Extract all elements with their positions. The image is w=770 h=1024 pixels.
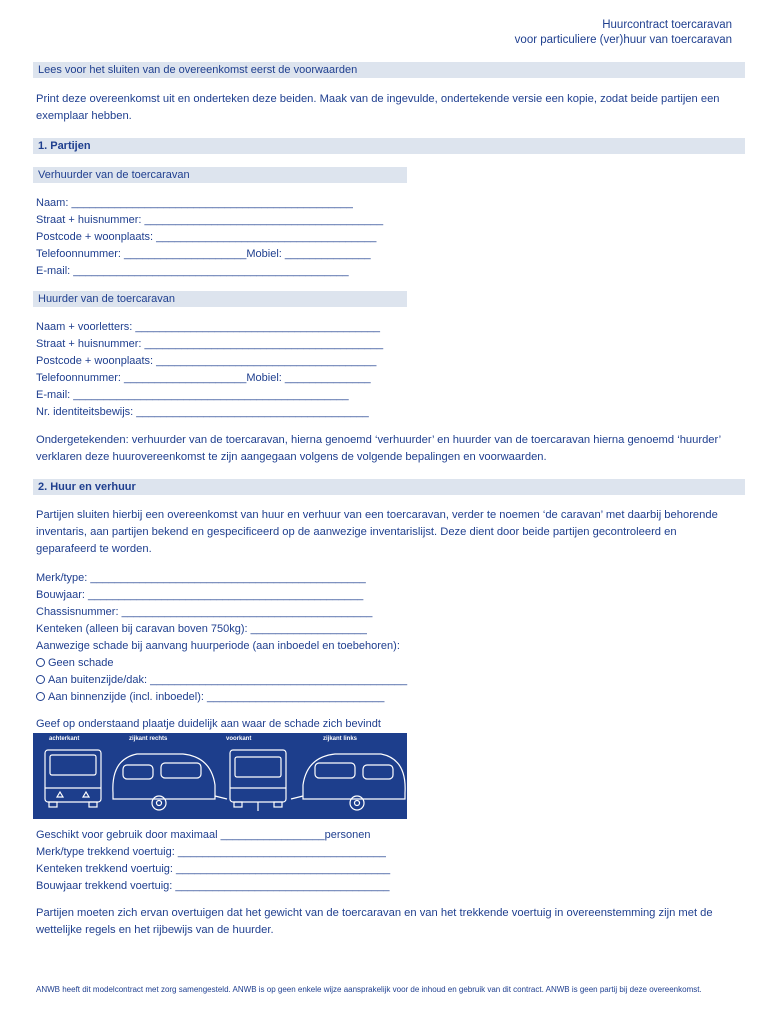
- radio-circle-icon[interactable]: [36, 692, 45, 701]
- chassisnummer-field[interactable]: Chassisnummer: _________________________________________: [36, 606, 373, 618]
- parties-statement: Ondergetekenden: verhuurder van de toercaravan, hierna genoemd ‘verhuurder’ en huurder van de toercaravan hierna genoemd ‘huurder’ verklaren deze huurovereenkomst te zijn aangegaan volgens de volgende bepalingen en voorwaarden.: [36, 434, 721, 463]
- verhuurder-naam-field[interactable]: Naam: ______________________________________________: [36, 197, 353, 209]
- radio-circle-icon[interactable]: [36, 658, 45, 667]
- option-binnenzijde[interactable]: [36, 689, 384, 706]
- bouwjaar-field[interactable]: Bouwjaar: _____________________________________________: [36, 589, 364, 601]
- huurder-email-field[interactable]: E-mail: _____________________________________________: [36, 389, 349, 401]
- verhuurder-telefoon-field[interactable]: Telefoonnummer: ____________________Mobiel: ______________: [36, 248, 371, 260]
- section-2-title: 2. Huur en verhuur: [38, 481, 136, 493]
- caravan-rear-icon: [45, 750, 101, 807]
- huurder-band: Huurder van de toercaravan: [33, 291, 407, 307]
- diagram-label-zijkant-links: zijkant links: [323, 736, 358, 742]
- trekkend-bouwjaar-field[interactable]: Bouwjaar trekkend voertuig: ___________________________________: [36, 880, 390, 892]
- merk-type-field[interactable]: Merk/type: _____________________________________________: [36, 572, 366, 584]
- schade-label: Aanwezige schade bij aanvang huurperiode (aan inboedel en toebehoren):: [36, 640, 400, 652]
- intro-band: Lees voor het sluiten van de overeenkomst eerst de voorwaarden: [33, 62, 745, 78]
- radio-circle-icon[interactable]: [36, 675, 45, 684]
- huurder-postcode-field[interactable]: Postcode + woonplaats: ____________________________________: [36, 355, 377, 367]
- diagram-label-voorkant: voorkant: [226, 736, 252, 742]
- diagram-label-achterkant: achterkant: [49, 736, 80, 742]
- huurder-telefoon-field[interactable]: Telefoonnummer: ____________________Mobiel: ______________: [36, 372, 371, 384]
- verhuurder-postcode-field[interactable]: Postcode + woonplaats: ____________________________________: [36, 231, 377, 243]
- caravan-side-right-icon: [113, 754, 227, 810]
- document-subtitle: voor particuliere (ver)huur van toercaravan: [514, 34, 732, 46]
- caravan-side-left-icon: [291, 754, 405, 810]
- huurder-naam-field[interactable]: Naam + voorletters: ________________________________________: [36, 321, 381, 333]
- intro-text: Print deze overeenkomst uit en onderteken deze beiden. Maak van de ingevulde, ondertekende versie een kopie, zodat beide partijen een exemplaar hebben.: [36, 93, 720, 122]
- verhuurder-straat-field[interactable]: Straat + huisnummer: _______________________________________: [36, 214, 384, 226]
- verhuurder-email-field[interactable]: E-mail: _____________________________________________: [36, 265, 349, 277]
- section-1-heading: [33, 138, 745, 154]
- option-buitenzijde[interactable]: [36, 672, 407, 689]
- huurder-id-field[interactable]: Nr. identiteitsbewijs: ______________________________________: [36, 406, 369, 418]
- huurder-straat-field[interactable]: Straat + huisnummer: _______________________________________: [36, 338, 384, 350]
- kenteken-field[interactable]: Kenteken (alleen bij caravan boven 750kg): ___________________: [36, 623, 367, 635]
- caravan-drawings: [33, 733, 407, 819]
- diagram-label-zijkant-rechts: zijkant rechts: [129, 736, 168, 742]
- section-2-heading: [33, 479, 745, 495]
- verhuurder-band: Verhuurder van de toercaravan: [33, 167, 407, 183]
- option-label: Geen schade: [48, 657, 114, 669]
- trekkend-merk-field[interactable]: Merk/type trekkend voertuig: __________________________________: [36, 846, 386, 858]
- option-label: Aan binnenzijde (incl. inboedel): _____________________________: [48, 691, 385, 703]
- caravan-damage-diagram[interactable]: [33, 733, 407, 819]
- footer-disclaimer: ANWB heeft dit modelcontract met zorg samengesteld. ANWB is op geen enkele wijze aansprakelijk voor de inhoud en gebruik van dit contract. ANWB is geen partij bij deze overeenkomst.: [36, 985, 702, 994]
- option-geen-schade[interactable]: [36, 655, 113, 672]
- document-title: Huurcontract toercaravan: [602, 19, 732, 31]
- closing-text: Partijen moeten zich ervan overtuigen dat het gewicht van de toercaravan en van het trekkende voertuig in overeenstemming zijn met de wettelijke regels en het rijbewijs van de huurder.: [36, 907, 713, 936]
- diagram-caption: Geef op onderstaand plaatje duidelijk aan waar de schade zich bevindt: [36, 718, 381, 730]
- option-label: Aan buitenzijde/dak: __________________________________________: [48, 674, 408, 686]
- max-personen-field[interactable]: Geschikt voor gebruik door maximaal _________________personen: [36, 829, 371, 841]
- section-1-title: 1. Partijen: [38, 140, 91, 152]
- huur-text: Partijen sluiten hierbij een overeenkomst van huur en verhuur van een toercaravan, verder te noemen ‘de caravan’ met daarbij behorende inventaris, aan partijen bekend en gespecificeerd op de aanwezige inventarislijst. Deze dient door beide partijen gecontroleerd en geparafeerd te worden.: [36, 509, 718, 555]
- caravan-front-icon: [230, 750, 286, 811]
- trekkend-kenteken-field[interactable]: Kenteken trekkend voertuig: ___________________________________: [36, 863, 391, 875]
